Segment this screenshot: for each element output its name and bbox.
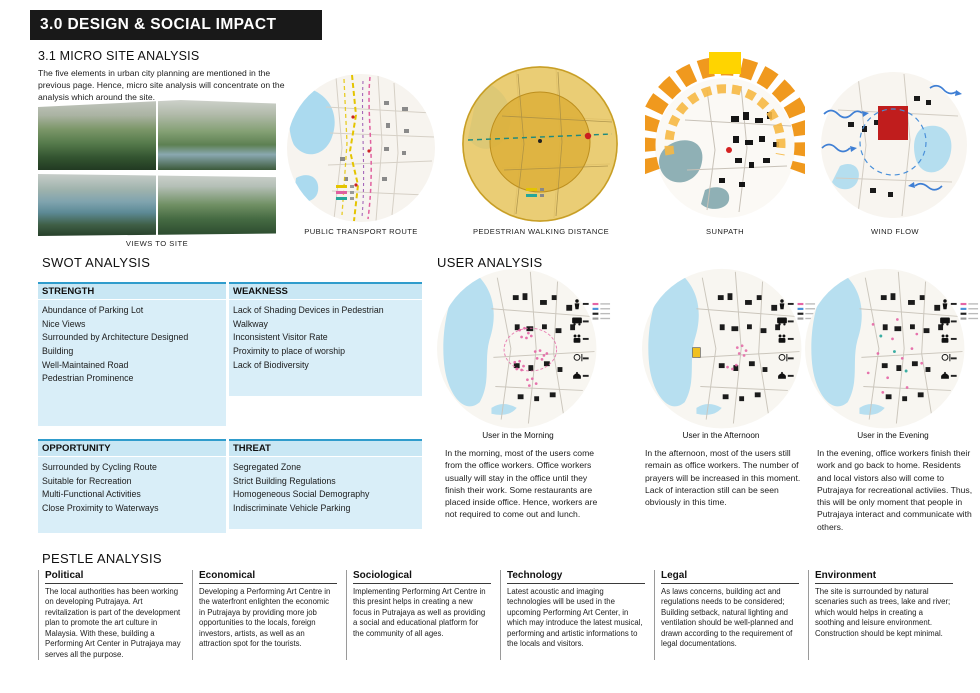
pestle-col-legal [654, 570, 808, 660]
pestle-text: Latest acoustic and imaging technologies will be used in the upcoming Performing Art Center, in which may introduce the latest musical, performing and artistic informations to the locals and visitors. [507, 587, 643, 649]
site-photo [158, 174, 276, 236]
pestle-col-sociological [346, 570, 500, 660]
swot-item: Well-Maintained Road [42, 359, 129, 370]
user-afternoon-text: In the afternoon, most of the users still remain as office workers. The number of prayers will be increased in this moment. Lack of interaction still can be seen obviously in this time. [645, 448, 801, 508]
pestle-text: The site is surrounded by natural scenaries such as trees, lake and river; which would helps in creating a soothing and leisure environment. Construction should be kept minimal. [815, 587, 951, 638]
page-title [30, 10, 322, 40]
user-morning-caption: User in the Morning [482, 431, 554, 440]
swot-item: Multi-Functional Activities [42, 489, 141, 500]
micro-site-intro: The five elements in urban city planning are mentioned in the previous page. Hence, micro site analysis will concentrate on the analysis which around the site. [38, 68, 285, 103]
pestle-text: As laws concerns, building act and regulations needs to be considered; Building setback, natural lighting and ventilation should be well-planned and drawn according to the requirement of legal documentations. [661, 587, 794, 649]
user-analysis-title: USER ANALYSIS [437, 255, 543, 270]
swot-weakness-list [229, 300, 422, 396]
pestle-heading: Technology [507, 570, 645, 584]
pestle-text: Developing a Performing Art Centre in the waterfront enlighten the economic in Putrajaya by providing more job opportunities to the locals, foreign investors, artists, as well as an attraction spot for the tourists. [199, 587, 331, 649]
pestle-col-economical [192, 570, 346, 660]
swot-item: Abundance of Parking Lot [42, 305, 144, 315]
swot-opportunity-heading: OPPORTUNITY [38, 439, 226, 456]
pestle-text: Implementing Performing Art Centre in this presint helps in creating a new focus in Putrajaya as well as providing a social and educational platform for the community of all ages. [353, 587, 486, 638]
site-marker-icon [585, 133, 591, 139]
pestle-heading: Political [45, 570, 183, 584]
swot-item: Proximity to place of worship [233, 345, 345, 356]
swot-item: Lack of Biodiversity [233, 359, 309, 370]
swot-weakness-heading: WEAKNESS [229, 282, 422, 299]
public-transport-route-map [286, 73, 436, 223]
swot-item: Nice Views [42, 318, 86, 329]
swot-item: Close Proximity to Waterways [42, 502, 159, 513]
site-photo-strip-top [38, 100, 276, 170]
user-morning-svg [437, 266, 612, 431]
swot-item: Surrounded by Architecture Designed Building [42, 332, 189, 356]
pestle-heading: Environment [815, 570, 953, 584]
pestle-text: The local authorities has been working on developing Putrajaya. Art revitalization is part of the development plan to promote the art culture in Malaysia. With these, building a Performing Art Center in Putrajaya may serves all the purpose. [45, 587, 181, 659]
pestle-col-technology [500, 570, 654, 660]
swot-item: Lack of Shading Devices in Pedestrian Walkway [233, 305, 384, 329]
site-marker-icon [726, 147, 732, 153]
swot-opportunity-list [38, 457, 226, 533]
pedestrian-walking-distance-svg [460, 64, 620, 224]
pestle-heading: Sociological [353, 570, 491, 584]
sunpath-map [645, 50, 805, 222]
public-transport-route-svg [286, 73, 436, 223]
swot-weakness [229, 282, 422, 396]
user-afternoon-svg [642, 266, 817, 431]
diagram-label: PEDESTRIAN WALKING DISTANCE [472, 227, 610, 236]
swot-threat [229, 439, 422, 529]
user-afternoon-caption: User in the Afternoon [682, 431, 760, 440]
transport-legend-icon [336, 185, 354, 200]
swot-item: Segregated Zone [233, 462, 301, 472]
swot-strength [38, 282, 226, 426]
wind-flow-map [818, 70, 970, 220]
views-caption: VIEWS TO SITE [125, 239, 189, 248]
swot-item: Suitable for Recreation [42, 475, 132, 486]
site-photo [38, 174, 156, 236]
user-evening-svg [805, 266, 980, 431]
swot-item: Surrounded by Cycling Route [42, 462, 157, 472]
user-map-legend [961, 303, 978, 320]
pestle-col-political [38, 570, 192, 660]
swot-item: Indiscriminate Vehicle Parking [233, 502, 351, 513]
swot-threat-list [229, 457, 422, 529]
pestle-col-environment [808, 570, 962, 660]
user-evening-map [805, 266, 980, 431]
swot-threat-heading: THREAT [229, 439, 422, 456]
pestle-table [38, 570, 962, 660]
pestle-heading: Legal [661, 570, 799, 584]
swot-item: Homogeneous Social Demography [233, 489, 370, 500]
diagram-label: SUNPATH [706, 227, 744, 236]
sunpath-svg [645, 50, 805, 222]
diagram-label: PUBLIC TRANSPORT ROUTE [304, 227, 418, 236]
sun-noon-marker-icon [709, 52, 741, 74]
swot-title: SWOT ANALYSIS [42, 255, 151, 270]
pestle-heading: Economical [199, 570, 337, 584]
pestle-title: PESTLE ANALYSIS [42, 551, 162, 566]
diagram-label: WIND FLOW [871, 227, 919, 236]
pedestrian-walking-distance-map [460, 64, 620, 224]
user-afternoon-map [642, 266, 817, 431]
swot-item: Strict Building Regulations [233, 475, 336, 486]
swot-strength-list [38, 300, 226, 426]
swot-item: Inconsistent Visitor Rate [233, 332, 328, 343]
swot-strength-heading: STRENGTH [38, 282, 226, 299]
user-map-legend [593, 303, 610, 320]
afternoon-prayer-marker [693, 348, 701, 358]
site-photo-strip-bottom [38, 174, 276, 236]
user-evening-caption: User in the Evening [857, 431, 929, 440]
wind-flow-svg [818, 70, 970, 220]
user-evening-text: In the evening, office workers finish their work and go back to home. Residents and local vistors also will come to Putrajaya for recreational activiies. Thus, this will be only moment that people in Putrajaya interact and communicate with others. [817, 448, 973, 532]
micro-site-title: 3.1 MICRO SITE ANALYSIS [38, 49, 200, 63]
site-photo [38, 100, 156, 170]
user-morning-map [437, 266, 612, 431]
user-morning-text: In the morning, most of the users come from the office workers. Office workers usually will stay in the office until they finish their work. Some restaurants are placed inside office. Hence, workers are not required to come out and lunch. [445, 448, 598, 520]
swot-opportunity [38, 439, 226, 533]
page-title-text: 3.0 DESIGN & SOCIAL IMPACT [40, 16, 277, 33]
swot-item: Pedestrian Prominence [42, 373, 134, 384]
site-photo [158, 100, 276, 170]
